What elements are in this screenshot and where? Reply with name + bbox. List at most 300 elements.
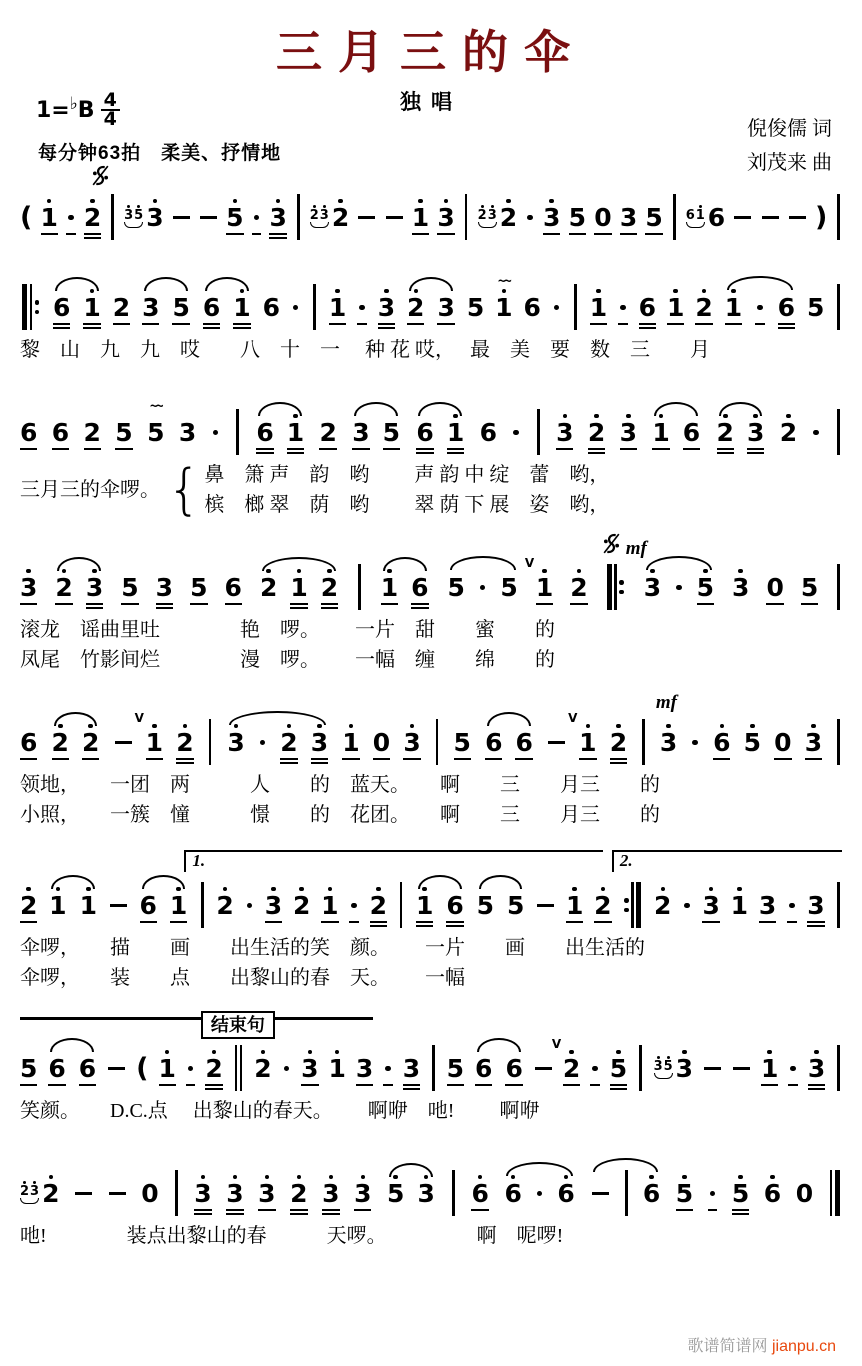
note: 6 xyxy=(504,1175,521,1217)
sustain-dash xyxy=(75,1192,92,1196)
slur-group xyxy=(415,414,465,456)
music-system xyxy=(20,693,842,830)
barline xyxy=(201,882,204,928)
note: 3 mf xyxy=(655,691,678,757)
note: 5 xyxy=(569,199,586,241)
breath-mark: V xyxy=(551,1036,562,1051)
time-bottom: 4 xyxy=(103,108,117,130)
slur-group xyxy=(476,887,526,929)
beam-underline xyxy=(121,603,138,606)
beam-underline xyxy=(515,758,532,761)
beam-underline xyxy=(667,323,684,326)
beam-underline xyxy=(258,1209,275,1212)
note: 6 xyxy=(256,414,273,456)
beam-underline xyxy=(713,758,730,761)
augmentation-dot xyxy=(620,305,626,311)
note: 1 xyxy=(170,887,187,929)
dash-note xyxy=(591,1174,610,1216)
breath-mark: V xyxy=(134,710,144,725)
beam-underline xyxy=(311,762,328,765)
note: 2 xyxy=(205,1050,222,1092)
beam-underline xyxy=(256,452,273,455)
watermark xyxy=(687,1333,836,1356)
beam-underline xyxy=(676,1209,693,1212)
beam-underline xyxy=(373,758,390,761)
beam-underline xyxy=(755,323,765,326)
beam-underline xyxy=(485,758,502,761)
note: 6 xyxy=(523,293,541,322)
beam-underline xyxy=(778,327,795,330)
beam-underline xyxy=(732,1209,749,1212)
dash-note xyxy=(385,198,404,240)
beam-underline xyxy=(172,323,189,326)
lyrics-line: 凤尾 竹影间烂 漫 啰。 一幅 缠 绵 的 xyxy=(20,649,555,671)
beam-underline xyxy=(505,1084,522,1087)
brace-icon: { xyxy=(167,458,202,521)
ending-line xyxy=(20,1017,373,1020)
beam-underline xyxy=(352,448,369,451)
beam-underline xyxy=(805,758,822,761)
beam-underline xyxy=(610,758,627,761)
beam-underline xyxy=(447,448,464,451)
slur-group xyxy=(651,414,701,456)
music-row xyxy=(20,258,842,330)
beam-underline xyxy=(590,1084,600,1087)
note: 6 xyxy=(778,289,795,331)
note: 5 xyxy=(20,1050,37,1092)
beam-underline xyxy=(594,233,611,236)
sustain-dash xyxy=(733,1067,750,1071)
dash-note xyxy=(733,198,752,240)
note: 6 xyxy=(225,569,242,611)
note: 1 xyxy=(329,1050,346,1092)
music-system xyxy=(20,258,842,365)
note: 5 xyxy=(226,199,243,241)
beam-underline xyxy=(695,323,712,326)
lyrics-row xyxy=(20,1221,842,1251)
sustain-dash xyxy=(734,216,751,220)
beam-underline xyxy=(808,1088,825,1091)
barline xyxy=(452,1170,455,1216)
barline xyxy=(837,564,840,610)
beam-underline xyxy=(41,233,58,236)
note: 3 xyxy=(808,1050,825,1092)
barline xyxy=(175,1170,178,1216)
note xyxy=(590,1049,600,1091)
slur-group xyxy=(202,289,252,331)
note: 6 xyxy=(683,414,700,456)
note: 5 xyxy=(121,569,138,611)
music-row xyxy=(20,848,842,928)
beam-underline xyxy=(788,1084,798,1087)
note: 3 xyxy=(378,289,395,331)
grace-slur xyxy=(686,222,705,228)
note: 2 3 2 xyxy=(310,199,350,241)
note xyxy=(511,413,521,455)
slur-group xyxy=(259,569,339,611)
augmentation-dot xyxy=(260,740,266,746)
note: 6 xyxy=(485,724,502,766)
key-letter: B xyxy=(77,97,95,123)
beam-underline xyxy=(205,1084,222,1087)
beam-underline xyxy=(53,327,70,330)
beam-underline xyxy=(588,448,605,451)
rest-note: 0 xyxy=(766,569,783,611)
lyrics-line: 领地， 一团 两 人 的 蓝天。 啊 三 月三 的 xyxy=(20,774,660,796)
beam-underline xyxy=(20,1084,37,1087)
beam-underline xyxy=(20,921,37,924)
sustain-dash xyxy=(762,216,779,220)
note: 2 xyxy=(293,887,310,929)
beam-underline xyxy=(454,758,471,761)
beam-underline xyxy=(140,921,157,924)
note: 1 xyxy=(667,289,684,331)
augmentation-dot xyxy=(254,215,260,221)
song-subtitle: 独唱 xyxy=(400,90,462,114)
beam-underline xyxy=(146,758,163,761)
beam-underline xyxy=(233,323,250,326)
note: 3 5 3 xyxy=(654,1050,694,1092)
lyrics-row xyxy=(20,1096,842,1126)
note: 6 xyxy=(505,1050,522,1092)
note: 1 ~~ xyxy=(495,273,513,322)
music-system xyxy=(20,168,842,240)
lyrics-row xyxy=(20,615,842,675)
note: 5 xyxy=(507,891,525,920)
augmentation-dot xyxy=(68,215,74,221)
note xyxy=(535,1174,545,1216)
note xyxy=(186,1049,196,1091)
slur-group xyxy=(503,1174,575,1216)
beam-underline xyxy=(84,237,101,240)
barline xyxy=(607,538,647,610)
beam-underline xyxy=(416,925,433,928)
slur-group xyxy=(255,414,305,456)
barline xyxy=(236,409,239,455)
note: 2 xyxy=(55,569,72,611)
note: 3 xyxy=(403,724,420,766)
note: 3 xyxy=(226,1175,243,1217)
beam-underline xyxy=(774,758,791,761)
beam-underline xyxy=(370,925,387,928)
dash-note xyxy=(534,1049,553,1091)
note: 2 xyxy=(52,724,69,766)
dash-note xyxy=(172,198,191,240)
note: 3 xyxy=(702,887,719,929)
note: 3 xyxy=(20,569,37,611)
note xyxy=(708,1174,718,1216)
beam-underline xyxy=(203,327,220,330)
barline xyxy=(625,1170,628,1216)
music-row xyxy=(20,168,842,240)
note: 3 5 3 xyxy=(124,199,164,241)
note: 5 xyxy=(801,569,818,611)
beam-underline xyxy=(645,233,662,236)
note: ) xyxy=(814,202,828,233)
sustain-dash xyxy=(108,1067,125,1071)
barline xyxy=(642,719,645,765)
beam-underline xyxy=(226,1213,243,1216)
sustain-dash xyxy=(386,216,403,220)
beam-underline xyxy=(594,921,611,924)
dash-note xyxy=(114,723,133,765)
barline xyxy=(465,194,468,240)
sustain-dash xyxy=(115,741,132,745)
sustain-dash xyxy=(110,904,127,908)
beam-underline xyxy=(55,603,72,606)
beam-underline xyxy=(446,925,463,928)
beam-underline xyxy=(290,603,307,606)
beam-underline xyxy=(252,233,262,236)
beam-underline xyxy=(269,233,286,236)
note: 1 xyxy=(761,1050,778,1092)
barline xyxy=(624,882,641,928)
slur-group xyxy=(406,289,456,331)
beam-underline xyxy=(697,603,714,606)
beam-underline xyxy=(265,921,282,924)
note: 2 V xyxy=(563,1050,580,1092)
beam-underline xyxy=(156,607,173,610)
beam-underline xyxy=(610,1084,627,1087)
lyrics-line: 黎 山 九 九 哎 八 十 一 种 花 哎， 最 美 要 数 三 月 xyxy=(20,339,710,361)
note xyxy=(690,723,700,765)
grace-notes: 3 5 xyxy=(124,205,143,228)
beam-underline xyxy=(702,921,719,924)
dash-note xyxy=(547,723,566,765)
dash-note xyxy=(536,886,555,928)
beam-underline xyxy=(115,448,132,451)
note: 3 xyxy=(437,289,454,331)
volta-bracket: 1. xyxy=(184,850,603,872)
slur-group xyxy=(474,1050,524,1092)
note: 3 xyxy=(807,887,824,929)
dash-note xyxy=(74,1174,93,1216)
note: 3 xyxy=(620,199,637,241)
music-mark xyxy=(656,692,677,714)
beam-underline xyxy=(226,1209,243,1212)
augmentation-dot xyxy=(592,1066,598,1072)
note: 6 xyxy=(140,887,157,929)
note: 3 xyxy=(437,199,454,241)
rest-note: 0 xyxy=(373,724,390,766)
beam-underline xyxy=(79,1084,96,1087)
beam-underline xyxy=(563,1084,580,1087)
segno-icon xyxy=(603,532,620,560)
note: 1 xyxy=(416,887,433,929)
note: 2 xyxy=(254,1050,271,1092)
note: 3 xyxy=(417,1175,434,1217)
tremolo-mark: ~~ xyxy=(149,398,162,414)
note: 3 xyxy=(644,569,661,611)
slur-group xyxy=(643,568,715,610)
note: 2 xyxy=(113,289,130,331)
slur-group xyxy=(724,288,796,330)
beam-underline xyxy=(170,921,187,924)
beam-underline xyxy=(610,762,627,765)
barline xyxy=(639,1045,642,1091)
barline xyxy=(830,1170,840,1216)
note: 6 xyxy=(411,569,428,611)
dash-note xyxy=(109,886,128,928)
beam-underline xyxy=(290,1209,307,1212)
note: 2 xyxy=(407,289,424,331)
beam-underline xyxy=(618,323,628,326)
note xyxy=(682,886,692,928)
augmentation-dot xyxy=(554,305,560,311)
note: 1 xyxy=(381,569,398,611)
beam-underline xyxy=(322,1213,339,1216)
lyricist: 倪俊儒 词 xyxy=(747,118,832,140)
note: 1 xyxy=(725,289,742,331)
note: 3 xyxy=(194,1175,211,1217)
beam-underline xyxy=(322,1209,339,1212)
barline xyxy=(673,194,676,240)
note xyxy=(357,288,367,330)
dynamic-mf: mf xyxy=(655,691,677,713)
beam-underline xyxy=(354,1209,371,1212)
sustain-dash xyxy=(200,216,217,220)
beam-underline xyxy=(579,758,596,761)
barline xyxy=(209,719,212,765)
note: 6 xyxy=(713,724,730,766)
slur-group xyxy=(52,289,102,331)
beam-underline xyxy=(787,921,797,924)
composer: 刘茂来 曲 xyxy=(747,152,832,174)
beam-underline xyxy=(747,452,764,455)
lyrics-label: 三月三的伞啰。 xyxy=(20,479,160,501)
repeat-dots xyxy=(624,882,629,928)
grace-notes: 3 5 xyxy=(654,1056,673,1079)
note xyxy=(787,886,797,928)
grace-notes: 2 3 xyxy=(20,1181,39,1204)
augmentation-dot xyxy=(790,1066,796,1072)
note: 2 xyxy=(216,887,233,929)
barline xyxy=(400,882,403,928)
note xyxy=(383,1049,393,1091)
note: ( xyxy=(20,202,33,233)
note: 5 xyxy=(447,573,465,602)
lyrics-row xyxy=(20,335,842,365)
beam-underline xyxy=(156,603,173,606)
note: 6 xyxy=(20,414,37,456)
beam-underline xyxy=(86,603,103,606)
note: 1 V xyxy=(536,569,553,611)
note: 2 xyxy=(654,887,671,929)
beam-underline xyxy=(403,758,420,761)
note: 3 xyxy=(747,414,764,456)
dash-note xyxy=(788,198,807,240)
note: 5 ~~ xyxy=(147,398,165,447)
note: 6 xyxy=(479,418,497,447)
time-signature xyxy=(101,89,120,130)
augmentation-dot xyxy=(757,305,763,311)
beam-underline xyxy=(142,323,159,326)
note xyxy=(811,413,821,455)
sustain-dash xyxy=(109,1192,126,1196)
augmentation-dot xyxy=(527,215,533,221)
beam-underline xyxy=(159,1084,176,1087)
note: 2 xyxy=(319,414,336,456)
beam-underline xyxy=(225,603,242,606)
note: 6 xyxy=(48,1050,65,1092)
note: 5 xyxy=(732,1175,749,1217)
beam-underline xyxy=(82,758,99,761)
beam-underline xyxy=(321,607,338,610)
note: 3 xyxy=(620,414,637,456)
beam-underline xyxy=(778,323,795,326)
augmentation-dot xyxy=(676,585,682,591)
note: 6 xyxy=(262,293,281,322)
dash-note xyxy=(732,1049,751,1091)
note: 2 xyxy=(717,414,734,456)
note: 3 xyxy=(178,418,197,447)
beam-underline xyxy=(194,1213,211,1216)
note: 3 xyxy=(269,199,286,241)
slur-group xyxy=(47,1050,97,1092)
note: 2 xyxy=(20,887,37,929)
note: 6 xyxy=(557,1175,574,1217)
beam-underline xyxy=(416,452,433,455)
note: 6 xyxy=(52,414,69,456)
note xyxy=(618,288,628,330)
note: 2 xyxy=(82,724,99,766)
beam-underline xyxy=(86,607,103,610)
beam-underline xyxy=(176,758,193,761)
note: 5 xyxy=(383,414,400,456)
beam-underline xyxy=(381,603,398,606)
note: 3 xyxy=(352,414,369,456)
beam-underline xyxy=(447,1084,464,1087)
beam-underline xyxy=(190,603,207,606)
note: 1 xyxy=(290,569,307,611)
beam-underline xyxy=(446,921,463,924)
beam-underline xyxy=(471,1209,488,1212)
note xyxy=(252,198,262,240)
watermark-link[interactable]: jianpu.cn xyxy=(771,1338,836,1355)
note: 5 xyxy=(676,1175,693,1217)
note xyxy=(258,723,268,765)
beam-underline xyxy=(378,327,395,330)
barline xyxy=(837,1045,840,1091)
key-signature xyxy=(36,89,120,130)
lyrics-line: 槟 榔 翠 荫 哟 翠 荫 下 展 姿 哟， xyxy=(204,494,610,516)
note: 3 xyxy=(265,887,282,929)
repeat-dots xyxy=(35,284,40,330)
music-row xyxy=(20,693,842,765)
music-mark xyxy=(603,532,647,560)
tempo-expression xyxy=(38,138,281,165)
dash-note xyxy=(357,198,376,240)
beam-underline xyxy=(20,603,37,606)
beam-underline xyxy=(652,448,669,451)
beam-underline xyxy=(20,448,37,451)
beam-underline xyxy=(411,607,428,610)
beam-underline xyxy=(83,323,100,326)
beam-underline xyxy=(233,327,250,330)
augmentation-dot xyxy=(692,740,698,746)
beam-underline xyxy=(311,758,328,761)
beam-underline xyxy=(203,323,220,326)
note: 3 xyxy=(356,1050,373,1092)
note xyxy=(755,288,765,330)
beam-underline xyxy=(403,1084,420,1087)
note: 1 xyxy=(83,289,100,331)
beam-underline xyxy=(437,233,454,236)
note: 5 xyxy=(466,293,485,322)
dash-note xyxy=(108,1174,127,1216)
note: 6 xyxy=(643,1175,660,1217)
barline xyxy=(574,284,577,330)
